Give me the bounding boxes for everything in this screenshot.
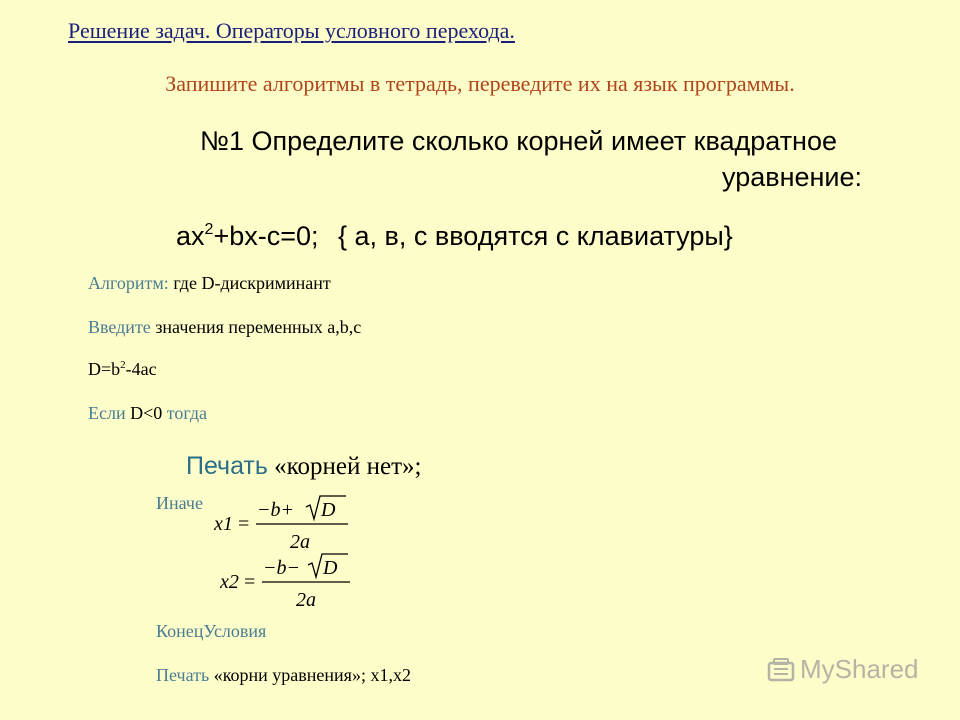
formula-x2-denominator: 2a (296, 589, 316, 611)
formula-x1-lhs: x1 (214, 513, 233, 535)
else-keyword: Иначе (156, 493, 203, 513)
algorithm-line (88, 273, 331, 294)
formula-x1-numerator: −b+ (257, 499, 294, 521)
mysharedlogo-icon (766, 656, 796, 686)
equation-lhs: ax (176, 221, 205, 251)
equation-exponent: 2 (204, 221, 214, 238)
myshared-watermark (766, 654, 919, 686)
then-keyword: тогда (166, 403, 208, 423)
formula-x2 (220, 552, 360, 612)
quadratic-equation (176, 221, 733, 252)
print-keyword: Печать (186, 452, 268, 480)
input-line (88, 317, 361, 338)
task-heading-line2: уравнение: (722, 162, 863, 192)
formula-x1-equals: = (238, 513, 250, 535)
equation-comment: { а, в, с вводятся с клавиатуры} (338, 221, 733, 251)
print-no-roots-text: «корней нет»; (267, 453, 422, 480)
task-heading-line1: №1 Определите сколько корней имеет квадратное (200, 126, 838, 156)
equation-rest: +bx-c=0; (213, 221, 319, 251)
discriminant-rest: -4ac (125, 359, 157, 379)
discriminant-line (88, 359, 157, 380)
discriminant-lhs: D=b (88, 359, 121, 379)
instructions-subtitle: Запишите алгоритмы в тетрадь, переведите их на язык программы. (165, 71, 795, 96)
formula-x2-radicand: D (323, 557, 338, 579)
formula-x1-radicand: D (321, 499, 336, 521)
endif-keyword: КонецУсловия (156, 621, 267, 641)
if-line (88, 403, 207, 424)
input-text: значения переменных a,b,c (150, 317, 362, 337)
watermark-text: MyShared (800, 654, 919, 684)
print-no-roots-line (186, 452, 421, 481)
algorithm-keyword: Алгоритм: (88, 273, 169, 293)
if-condition: D<0 (125, 403, 167, 423)
formula-x1-denominator: 2a (290, 531, 310, 553)
algorithm-text: где D-дискриминант (168, 273, 331, 293)
print-roots-keyword: Печать (156, 665, 210, 685)
formula-x2-numerator: −b− (263, 557, 300, 579)
discriminant-exponent: 2 (120, 359, 126, 371)
input-keyword: Введите (88, 317, 151, 337)
formula-x2-lhs: x2 (220, 571, 239, 593)
print-roots-line (156, 665, 411, 686)
formula-x2-equals: = (244, 571, 256, 593)
print-roots-text: «корни уравнения»; x1,x2 (209, 665, 411, 685)
slide-title: Решение задач. Операторы условного перехода. (68, 18, 515, 43)
if-keyword: Если (88, 403, 126, 423)
formula-x1 (214, 494, 354, 554)
